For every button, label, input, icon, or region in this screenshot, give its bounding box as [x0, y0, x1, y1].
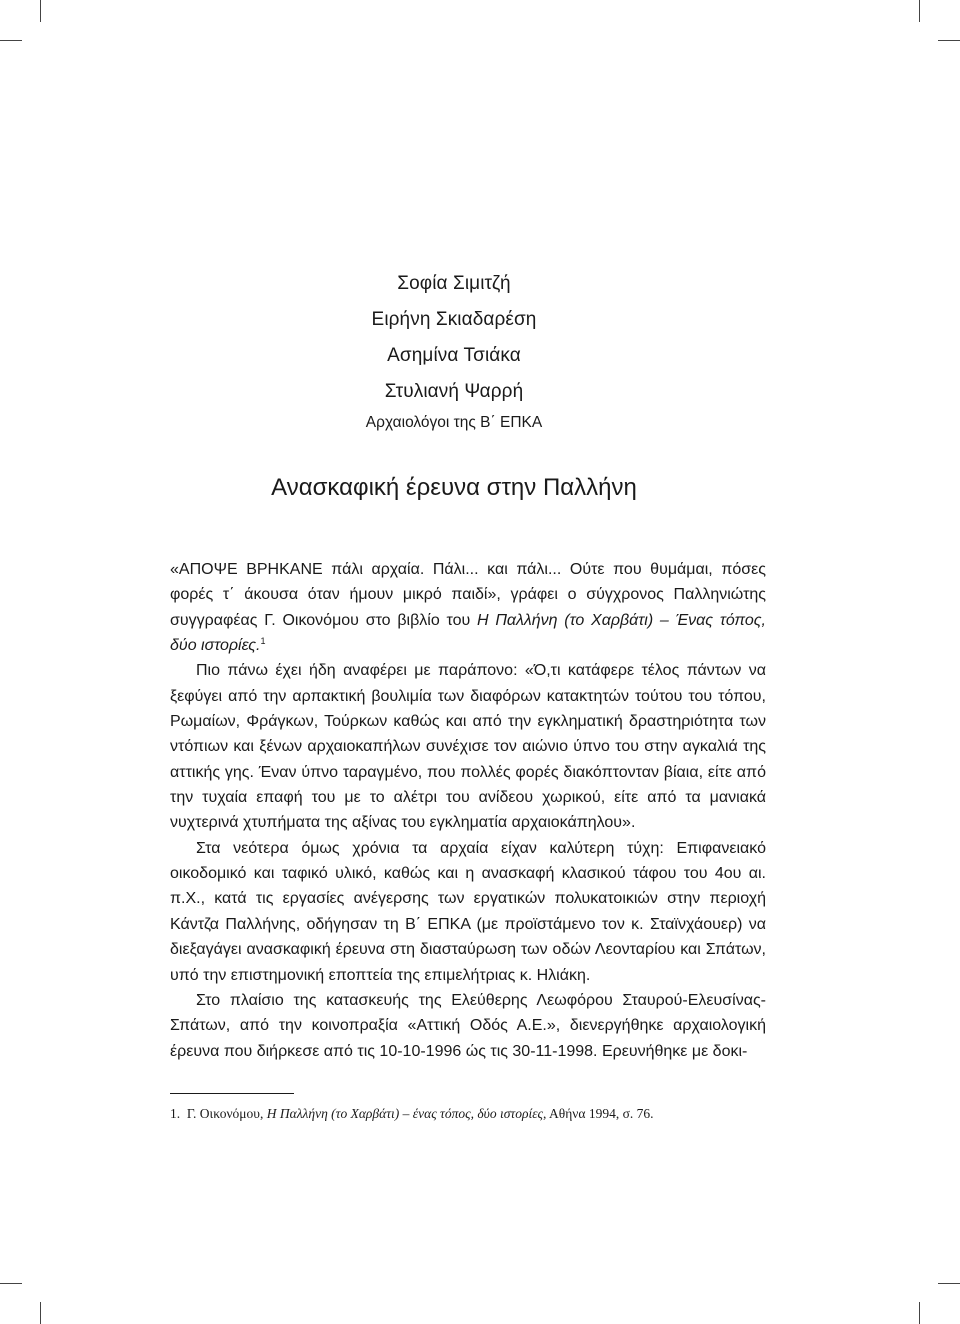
- footnote-rest: , Αθήνα 1994, σ. 76.: [543, 1106, 654, 1121]
- paragraph: Στα νεότερα όμως χρόνια τα αρχαία είχαν καλύτερη τύχη: Επιφανειακό οικοδομικό και ταφικό υλικό, καθώς και η ανασκαφή κλασικού τάφου του 4ου αι. π.Χ., κατά τις εργασίες ανέγερσης των εργατικών πολυκατοικιών στην περιοχή Κάντζα Παλλήνης, οδήγησαν τη Β΄ ΕΠΚΑ (με προϊστάμενο τον κ. Σταϊνχάουερ) να διεξαγάγει ανασκαφική έρευνα στη διασταύρωση των οδών Λεονταρίου και Σπάτων, υπό την επιστημονική εποπτεία της επιμελήτριας κ. Ηλιάκη.: [170, 839, 766, 984]
- footnote-author: Γ. Οικονόμου,: [186, 1106, 267, 1121]
- author-affiliation: Αρχαιολόγοι της Β΄ ΕΠΚΑ: [365, 414, 543, 431]
- crop-mark-bottom-right-horizontal: [938, 1283, 960, 1284]
- footnote-reference: 1: [260, 636, 266, 647]
- footnote-number: 1.: [170, 1106, 181, 1121]
- footnote: [170, 1104, 770, 1124]
- footnote-separator: [170, 1093, 294, 1094]
- crop-mark-top-right-horizontal: [938, 40, 960, 41]
- paragraph-text: «ΑΠΟΨΕ ΒΡΗΚΑΝΕ πάλι αρχαία. Πάλι... και πάλι... Ούτε που θυμάμαι, πόσες φορές τ΄ άκουσα όταν ήμουν μικρό παιδί», γράφει ο σύγχρονος Παλληνιώτης συγγραφέας Γ. Οικονόμου στο βιβλίο του: [170, 561, 766, 629]
- book-title: Η Παλλήνη (το Χαρβάτι) – Ένας τόπος, δύο ιστορίες.: [170, 611, 767, 655]
- crop-mark-top-left-vertical: [40, 0, 41, 22]
- author-name: Ειρήνη Σκιαδαρέση: [371, 309, 537, 330]
- author-block: [0, 266, 908, 436]
- paragraph: Στο πλαίσιο της κατασκευής της Ελεύθερης Λεωφόρου Σταυρού-Ελευσίνας-Σπάτων, από την κοινοπραξία «Αττική Οδός Α.Ε.», διενεργήθηκε αρχαιολογική έρευνα που διήρκεσε από τις 10-10-1996 ώς τις 30-11-1998. Ερευνήθηκε με δοκι-: [170, 991, 766, 1060]
- crop-mark-top-right-vertical: [919, 0, 920, 22]
- footnote-title: Η Παλλήνη (το Χαρβάτι) – ένας τόπος, δύο ιστορίες: [266, 1106, 543, 1121]
- author-name: Σοφία Σιμιτζή: [397, 273, 511, 294]
- crop-mark-bottom-left-vertical: [40, 1302, 41, 1324]
- crop-mark-bottom-right-vertical: [919, 1302, 920, 1324]
- paragraph: [170, 557, 766, 658]
- crop-mark-top-left-horizontal: [0, 40, 22, 41]
- paragraph: Πιο πάνω έχει ήδη αναφέρει με παράπονο: «Ό,τι κατάφερε τέλος πάντων να ξεφύγει από την αρπακτική βουλιμία των διαφόρων κατακτητών τούτου του τόπου, Ρωμαίων, Φράγκων, Τούρκων καθώς και από την εγκληματική δραστηριότητα των ντόπιων και ξένων αρχαιοκαπήλων συνέχισε τον αιώνιο ύπνο του στην αγκαλιά της αττικής γης. Έναν ύπνο ταραγμένο, που πολλές φορές διακόπτονταν βίαια, είτε από την τυχαία επαφή του με το αλέτρι του ανίδεου χωρικού, είτε από τα μανιακά νυχτερινά χτυπήματα της αξίνας του εγκληματία αρχαιοκάπηλου».: [170, 662, 766, 832]
- crop-mark-bottom-left-horizontal: [0, 1283, 22, 1284]
- article-body: [170, 557, 766, 1064]
- article-title: Ανασκαφική έρευνα στην Παλλήνη: [271, 474, 637, 501]
- author-name: Στυλιανή Ψαρρή: [384, 381, 524, 402]
- author-name: Ασημίνα Τσιάκα: [387, 345, 521, 366]
